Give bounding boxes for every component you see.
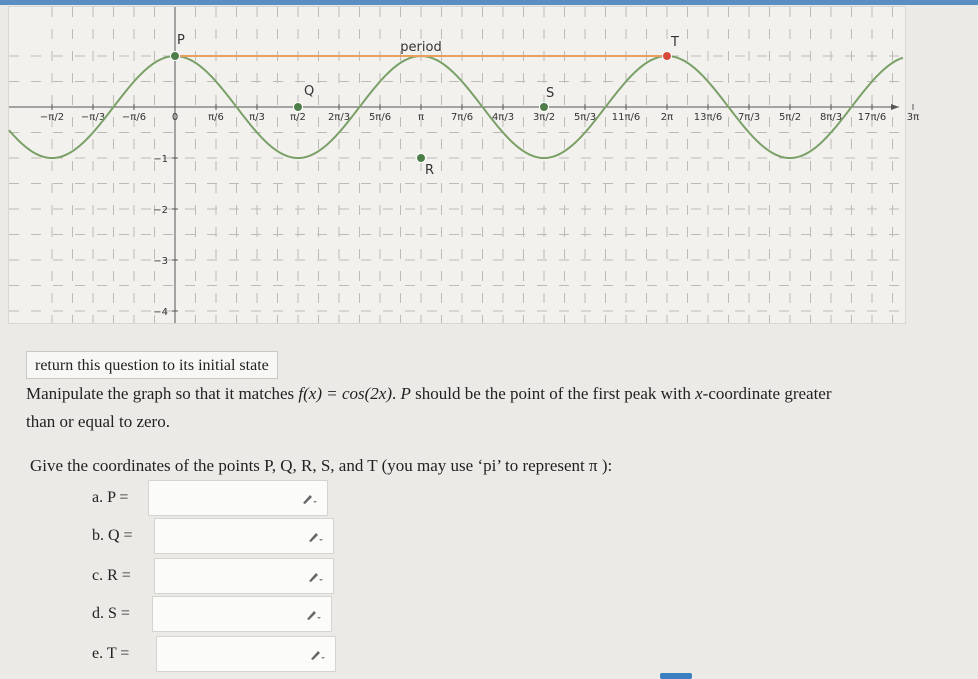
pencil-icon[interactable] xyxy=(309,647,327,661)
x-tick-label: 8π/3 xyxy=(819,112,843,123)
point-label-s: S xyxy=(546,86,555,101)
x-tick-label: 5π/6 xyxy=(368,112,392,123)
x-tick-label: π/6 xyxy=(208,112,224,123)
answer-label-p: a. P = xyxy=(92,489,129,506)
x-tick-label: π/3 xyxy=(249,112,265,123)
x-tick-label: 7π/3 xyxy=(737,112,761,123)
x-tick-label: 0 xyxy=(171,112,179,123)
x-tick-label: −π/3 xyxy=(80,112,106,123)
answer-input-p[interactable] xyxy=(148,480,328,516)
answer-input-t[interactable] xyxy=(156,636,336,672)
x-tick-label: 3π/2 xyxy=(532,112,556,123)
x-tick-label: −π/6 xyxy=(121,112,147,123)
pencil-icon[interactable] xyxy=(307,569,325,583)
answer-input-s[interactable] xyxy=(152,596,332,632)
x-tick-label: 17π/6 xyxy=(857,112,887,123)
y-tick-label: −2 xyxy=(153,205,168,216)
point-label-q: Q xyxy=(304,84,315,99)
point-s[interactable] xyxy=(540,103,549,112)
point-label-t: T xyxy=(671,35,679,50)
answer-input-q[interactable] xyxy=(154,518,334,554)
reset-question-button[interactable]: return this question to its initial state xyxy=(26,351,278,379)
x-tick-label: 2π/3 xyxy=(327,112,351,123)
answer-label-q: b. Q = xyxy=(92,527,133,544)
answer-label-t: e. T = xyxy=(92,645,130,662)
cosine-graph[interactable] xyxy=(9,7,920,323)
x-tick-label: 5π/3 xyxy=(573,112,597,123)
x-tick-label: 11π/6 xyxy=(611,112,641,123)
answer-input-r[interactable] xyxy=(154,558,334,594)
instructions-text-line-2: than or equal to zero. xyxy=(26,412,170,431)
x-tick-label: 3π xyxy=(906,112,920,123)
x-tick-label: 5π/2 xyxy=(778,112,802,123)
x-tick-label: 7π/6 xyxy=(450,112,474,123)
x-tick-label: 13π/6 xyxy=(693,112,723,123)
x-tick-label: 4π/3 xyxy=(491,112,515,123)
answer-label-s: d. S = xyxy=(92,605,130,622)
top-accent-bar xyxy=(0,0,978,5)
x-axis-arrow xyxy=(891,104,899,110)
x-tick-label: π xyxy=(417,112,425,123)
point-label-r: R xyxy=(425,163,435,178)
instructions-text xyxy=(26,384,832,404)
point-label-p: P xyxy=(177,33,185,48)
pencil-icon[interactable] xyxy=(301,491,319,505)
point-r[interactable] xyxy=(417,154,426,163)
graph-panel[interactable] xyxy=(8,6,920,324)
answer-label-r: c. R = xyxy=(92,567,131,584)
x-tick-label: π/2 xyxy=(290,112,306,123)
y-tick-label: −4 xyxy=(153,307,168,318)
y-tick-label: −1 xyxy=(153,154,168,165)
pencil-icon[interactable] xyxy=(307,529,325,543)
x-letter: x xyxy=(695,384,703,403)
x-tick-label: 2π xyxy=(660,112,674,123)
y-tick-label: −3 xyxy=(153,256,168,267)
point-q[interactable] xyxy=(294,103,303,112)
point-p-letter: P xyxy=(400,384,411,403)
point-p[interactable] xyxy=(171,52,180,61)
scroll-indicator[interactable] xyxy=(660,673,692,679)
instructions-part-1: Manipulate the graph so that it matches xyxy=(26,384,299,403)
instructions-part-2: . xyxy=(392,384,401,403)
period-label: period xyxy=(400,40,442,55)
pencil-icon[interactable] xyxy=(305,607,323,621)
point-t[interactable] xyxy=(663,52,672,61)
x-tick-label: −π/2 xyxy=(39,112,65,123)
instructions-part-3: should be the point of the first peak with xyxy=(410,384,696,403)
formula: f(x) = cos(2x) xyxy=(298,384,392,403)
question-prompt: Give the coordinates of the points P, Q, R, S, and T (you may use ‘pi’ to represent π ): xyxy=(30,456,613,475)
instructions-part-4: -coordinate greater xyxy=(702,384,832,403)
